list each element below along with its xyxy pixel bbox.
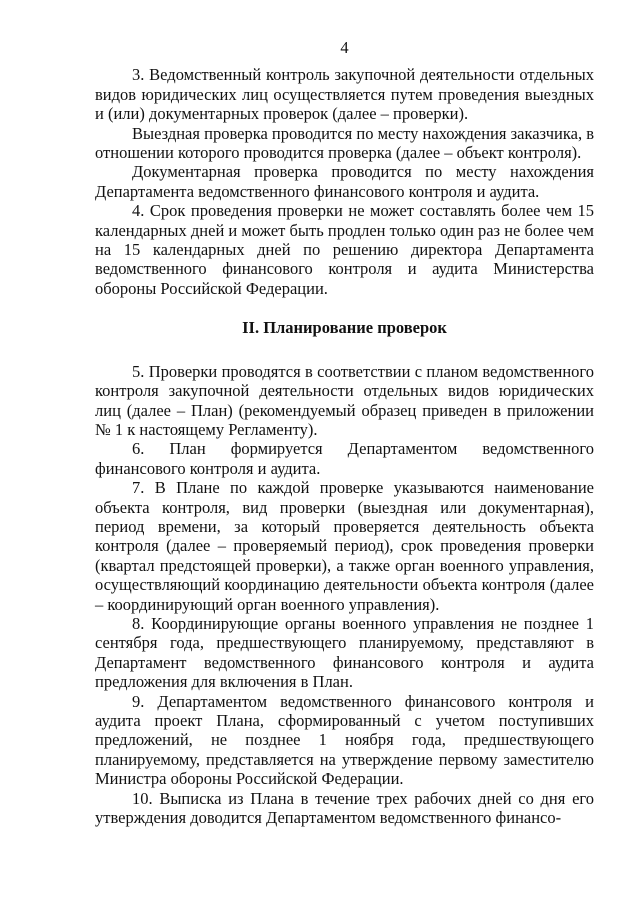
section-heading: II. Планирование проверок [242, 318, 447, 338]
paragraph-7: 7. В Плане по каждой проверке указываются наименование объекта контроля, вид проверки (выездная или документарная), период времени, за который проверяется деятельность объекта контроля (далее – проверяемый период), срок проведения проверки (квартал предстоящей проверки), а также орган военного управления, осуществляющий координацию деятельности объекта контроля (далее – координирующий орган военного управления). [95, 478, 594, 614]
paragraph-5: 5. Проверки проводятся в соответствии с планом ведомственного контроля закупочной деятельности отдельных видов юридических лиц (далее – План) (рекомендуемый образец приведен в приложении № 1 к настоящему Регламенту). [95, 361, 594, 439]
paragraph-3: 3. Ведомственный контроль закупочной деятельности отдельных видов юридических лиц осуществляется путем проведения выездных и (или) документарных проверок (далее – проверки). [95, 65, 594, 124]
paragraph-onsite-inspection: Выездная проверка проводится по месту нахождения заказчика, в отношении которого проводится проверка (далее – объект контроля). [95, 123, 594, 163]
page-number: 4 [340, 38, 349, 57]
paragraph-6: 6. План формируется Департаментом ведомственного финансового контроля и аудита. [95, 439, 594, 478]
paragraph-10: 10. Выписка из Плана в течение трех рабочих дней со дня его утверждения доводится Департаментом ведомственного финансо- [95, 788, 594, 828]
paragraph-documentary-inspection: Документарная проверка проводится по месту нахождения Департамента ведомственного финансового контроля и аудита. [95, 162, 594, 201]
paragraph-4: 4. Срок проведения проверки не может составлять более чем 15 календарных дней и может быть продлен только один раз не более чем на 15 календарных дней по решению директора Департамента ведомственного финансового контроля и аудита Министерства обороны Российской Федерации. [95, 201, 594, 298]
paragraph-8: 8. Координирующие органы военного управления не позднее 1 сентября года, предшествующего планируемому, представляют в Департамент ведомственного финансового контроля и аудита предложения для включения в План. [95, 613, 594, 692]
paragraph-9: 9. Департаментом ведомственного финансового контроля и аудита проект Плана, сформированный с учетом поступивших предложений, не позднее 1 ноября года, предшествующего планируемому, представляется на утверждение первому заместителю Министра обороны Российской Федерации. [95, 691, 594, 789]
